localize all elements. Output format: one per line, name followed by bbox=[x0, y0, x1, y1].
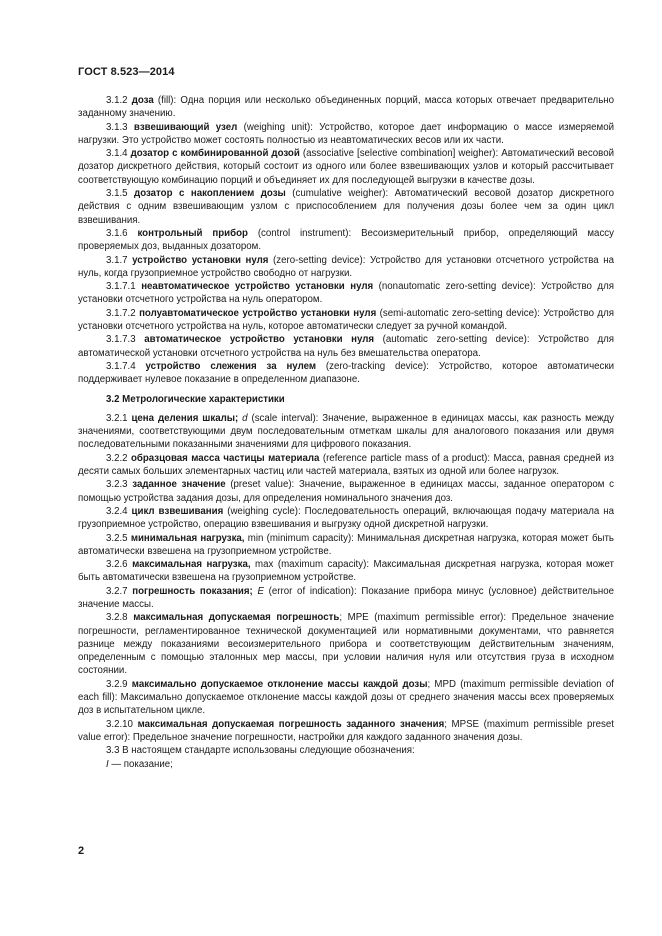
definition-paragraph bbox=[78, 147, 614, 187]
term-symbol: d bbox=[242, 412, 248, 424]
definition-paragraph bbox=[78, 611, 614, 677]
clause-number: 3.2.9 bbox=[106, 678, 128, 690]
definition-text: (zero-setting device): Устройство для установки отсчетного устройства на нуль, когда грузоприемное устройство свободно от нагрузки. bbox=[78, 254, 614, 279]
definition-text: (error of indication): Показание прибора минус (условное) действительное значение массы. bbox=[78, 585, 614, 610]
clause-number: 3.2.7 bbox=[106, 585, 128, 597]
definition-text: (preset value): Значение, выраженное в единицах массы, заданное оператором с помощью устройства задания дозы, для определения номинального значения доз. bbox=[78, 479, 614, 504]
section-3-1-definitions bbox=[78, 94, 614, 387]
term: устройство слежения за нулем bbox=[145, 360, 317, 372]
term: максимальная допускаемая погрешность заданного значения bbox=[137, 718, 445, 730]
clause-number: 3.1.2 bbox=[106, 95, 128, 106]
definition-text: min (minimum capacity): Минимальная дискретная нагрузка, которая может быть автоматически взвешена на грузоприемном устройстве. bbox=[78, 532, 614, 557]
definition-paragraph bbox=[78, 360, 614, 387]
term: дозатор с накоплением дозы bbox=[134, 188, 286, 200]
definition-text: (weighing unit): Устройство, которое дает информацию о массе измеряемой нагрузки. Это устройство может состоять полностью из неавтоматических весов или их части. bbox=[78, 121, 614, 146]
definition-paragraph bbox=[78, 585, 614, 612]
definition-paragraph bbox=[78, 280, 614, 307]
definition-text: (fill): Одна порция или несколько объединенных порций, масса которых отвечает предварительно заданному значению. bbox=[78, 95, 614, 120]
definition-paragraph bbox=[78, 718, 614, 745]
clause-number: 3.1.7 bbox=[106, 254, 128, 266]
document-body bbox=[78, 94, 614, 771]
definition-paragraph bbox=[78, 227, 614, 254]
definition-paragraph bbox=[78, 478, 614, 505]
term: погрешность показания; bbox=[132, 585, 253, 597]
term: максимальная допускаемая погрешность bbox=[133, 612, 340, 624]
term-symbol: E bbox=[257, 585, 264, 597]
clause-number: 3.2.1 bbox=[106, 412, 128, 424]
term: автоматическое устройство установки нуля bbox=[144, 334, 375, 346]
term: максимальная нагрузка, bbox=[132, 559, 251, 571]
section-heading: 3.2 Метрологические характеристики bbox=[106, 393, 285, 405]
clause-number: 3.2.8 bbox=[106, 612, 128, 624]
term: неавтоматическое устройство установки нуля bbox=[141, 281, 374, 293]
definition-text: (reference particle mass of a product): Масса, равная средней из десяти самых больших элементарных частиц или частей материала, взятых из одной или более нагрузок. bbox=[78, 452, 614, 478]
clause-number: 3.1.7.2 bbox=[106, 307, 136, 319]
clause-number: 3.1.7.3 bbox=[106, 334, 136, 346]
clause-number: 3.1.3 bbox=[106, 121, 128, 133]
definition-text: (control instrument): Весоизмерительный прибор, определяющий массу проверяемых доз, выданных дозатором. bbox=[78, 227, 614, 253]
clause-number: 3.2.4 bbox=[106, 505, 128, 517]
clause-number: 3.1.7.4 bbox=[106, 360, 136, 372]
document-header: ГОСТ 8.523—2014 bbox=[78, 66, 175, 78]
clause-number: 3.2.3 bbox=[106, 479, 128, 491]
definition-text: ; MPE (maximum permissible error): Предельное значение погрешности, регламентированное технической документацией или нормативными документами, что равняется разнице между показаниями весоизмерительного прибора и соответствующим действительным значениям, определенным с помощью эталонных мер массы, при условии наличия нуля или отсутствия груза в исходном состоянии. bbox=[78, 612, 614, 677]
definition-paragraph bbox=[78, 558, 614, 585]
term: доза bbox=[131, 95, 154, 106]
clause-number: 3.1.7.1 bbox=[106, 281, 136, 293]
definition-paragraph bbox=[78, 505, 614, 532]
symbol-desc: — показание; bbox=[108, 758, 173, 770]
definition-paragraph bbox=[78, 333, 614, 360]
term: минимальная нагрузка, bbox=[130, 532, 245, 544]
clause-number: 3.2.2 bbox=[106, 452, 128, 464]
clause-number: 3.1.6 bbox=[106, 227, 128, 239]
term: устройство установки нуля bbox=[132, 254, 269, 266]
definition-text: (associative [selective combination] weigher): Автоматический весовой дозатор дискретного действия, который состоит из одного или более взвешивающих узлов и который рассчитывает соответствующую комбинацию порций и объединяет их для последующей выгрузки в качестве дозы. bbox=[78, 148, 614, 186]
term: цена деления шкалы; bbox=[131, 412, 239, 424]
definition-text: (weighing cycle): Последовательность операций, включающая подачу материала на грузоприемное устройство, операцию взвешивания и выгрузку одной дискретной нагрузки. bbox=[78, 505, 614, 531]
term: взвешивающий узел bbox=[133, 121, 238, 133]
definition-text: (nonautomatic zero-setting device): Устройство для установки отсчетного устройства на нуль оператором. bbox=[78, 281, 614, 306]
term: заданное значение bbox=[132, 479, 226, 491]
definition-paragraph bbox=[78, 412, 614, 452]
clause-number: 3.1.4 bbox=[106, 148, 128, 160]
definition-paragraph bbox=[78, 532, 614, 559]
definition-paragraph bbox=[78, 187, 614, 227]
definition-paragraph bbox=[78, 254, 614, 281]
clause-number: 3.2.10 bbox=[106, 718, 133, 730]
term: цикл взвешивания bbox=[131, 505, 224, 517]
definition-text: (semi-automatic zero-setting device): Устройство для установки отсчетного устройства на нуль, которое автоматически следует за ручной командой. bbox=[78, 307, 614, 333]
term: дозатор с комбинированной дозой bbox=[130, 148, 300, 160]
definition-paragraph bbox=[78, 121, 614, 148]
definition-paragraph bbox=[78, 678, 614, 718]
definition-text: ; MPSE (maximum permissible preset value error): Предельное значение погрешности, настройки для каждого заданного значения дозы. bbox=[78, 718, 614, 743]
page-number: 2 bbox=[78, 845, 85, 857]
term: максимально допускаемое отклонение массы каждой дозы bbox=[131, 678, 428, 690]
section-3-2-definitions bbox=[78, 412, 614, 744]
clause-number: 3.2.5 bbox=[106, 532, 128, 544]
paragraph-3-3: 3.3 В настоящем стандарте использованы следующие обозначения: bbox=[106, 745, 415, 757]
definition-paragraph bbox=[78, 452, 614, 479]
definition-text: (automatic zero-setting device): Устройство для автоматической установки отсчетного устройства на нуль без вмешательства оператора. bbox=[78, 334, 614, 359]
clause-number: 3.2.6 bbox=[106, 559, 128, 571]
definition-paragraph bbox=[78, 307, 614, 334]
definition-text: (scale interval): Значение, выраженное в единицах массы, как разность между значениями, соответствующими двум последовательным отметкам шкалы для аналогового показания или двумя последовательными показанными значениями для цифрового показания. bbox=[78, 412, 615, 451]
definition-text: max (maximum capacity): Максимальная дискретная нагрузка, которая может быть автоматически взвешена на грузоприемном устройстве. bbox=[78, 559, 614, 584]
clause-number: 3.1.5 bbox=[106, 188, 128, 200]
term: контрольный прибор bbox=[137, 227, 248, 239]
definition-text: (cumulative weigher): Автоматический весовой дозатор дискретного действия с одним взвешивающим узлом с приспособлением для получения дозы более чем за один цикл взвешивания. bbox=[78, 188, 614, 226]
symbol-line bbox=[78, 758, 614, 771]
term: образцовая масса частицы материала bbox=[130, 452, 320, 464]
definition-text: ; MPD (maximum permissible deviation of each fill): Максимально допускаемое отклонение массы каждой дозы от среднего значения массы всех проверяемых доз в испытательном цикле. bbox=[78, 678, 614, 717]
symbol: I bbox=[106, 758, 109, 770]
term: полуавтоматическое устройство установки нуля bbox=[139, 307, 377, 319]
definition-text: (zero-tracking device): Устройство, которое автоматически поддерживает нулевое показание в определенном диапазоне. bbox=[78, 360, 615, 386]
definition-paragraph bbox=[78, 94, 614, 121]
